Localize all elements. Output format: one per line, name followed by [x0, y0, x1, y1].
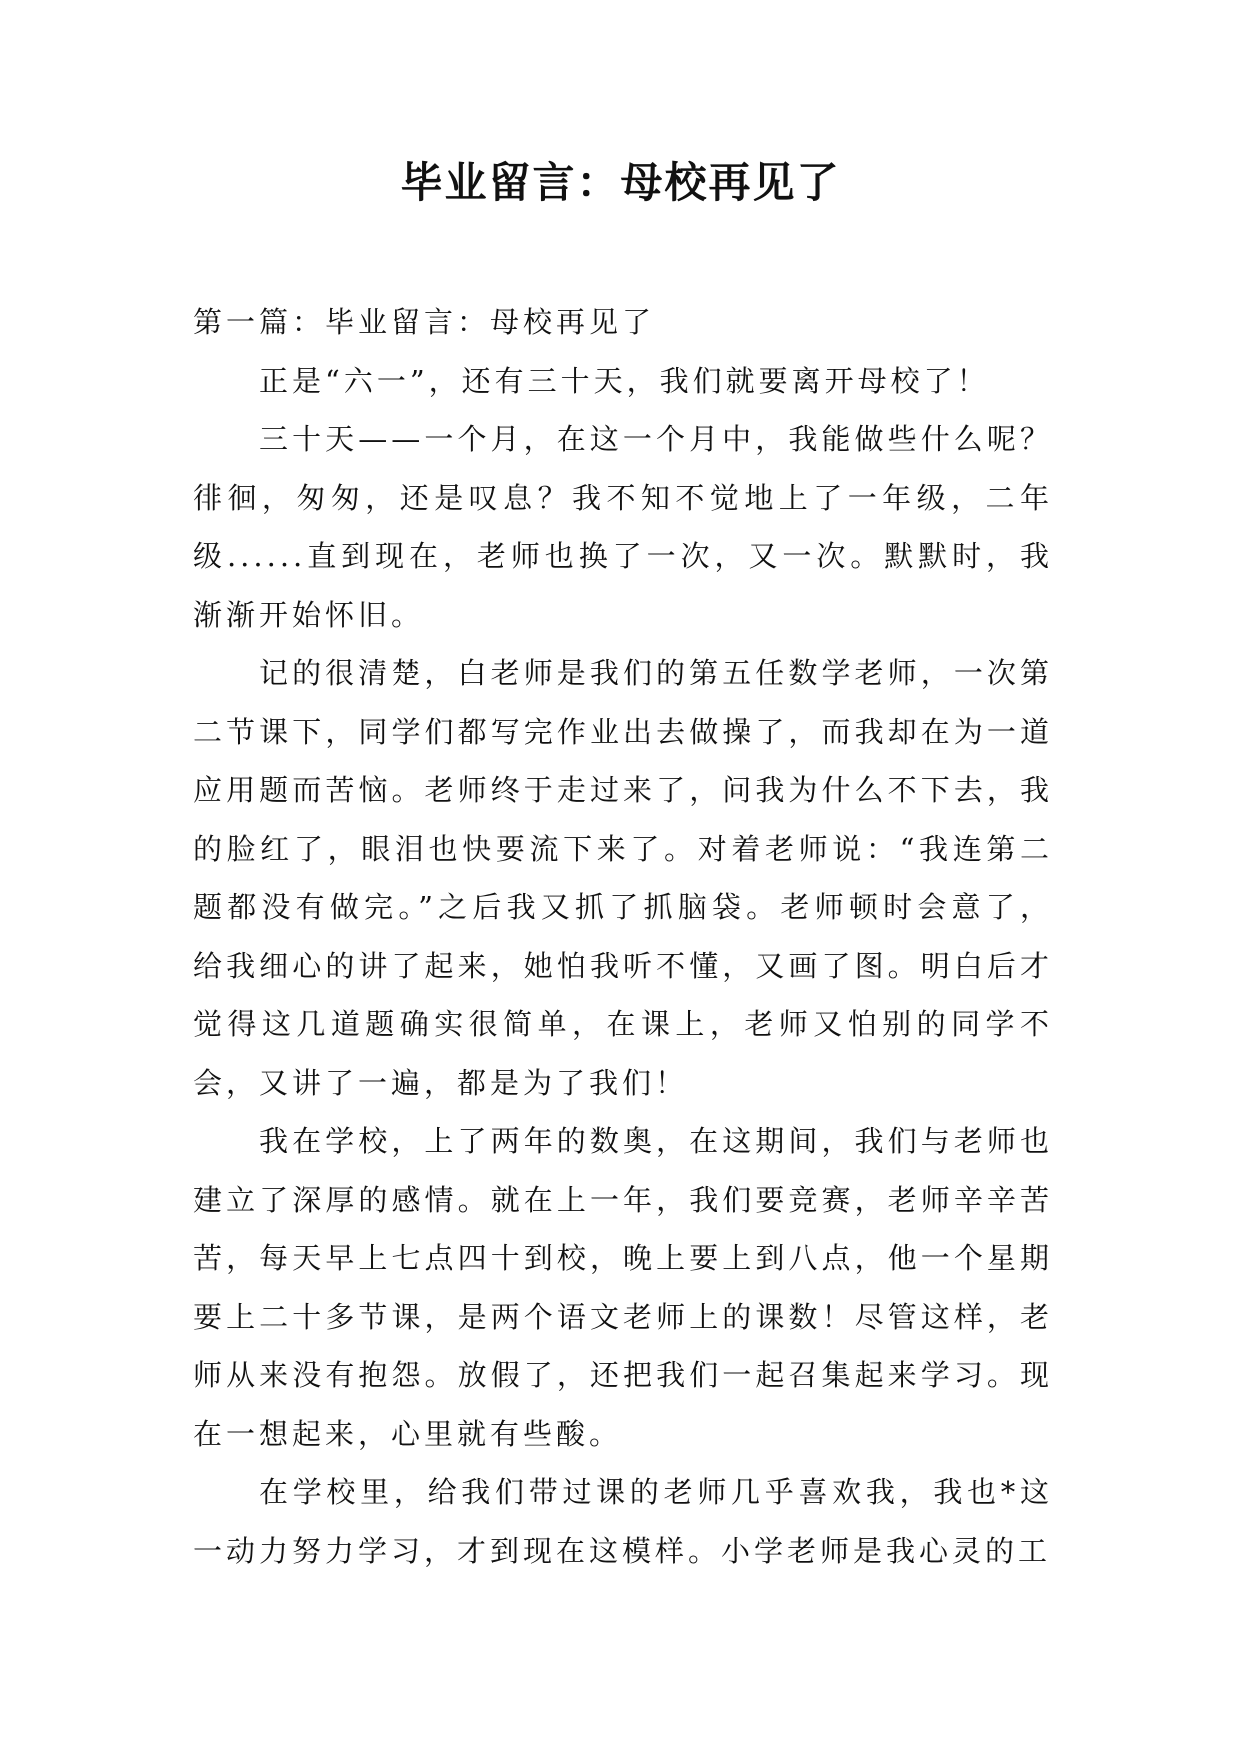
paragraph: 记的很清楚，白老师是我们的第五任数学老师，一次第二节课下，同学们都写完作业出去做操了，而我却在为一道应用题而苦恼。老师终于走过来了，问我为什么不下去，我的脸红了，眼泪也快要流下来了。对着老师说：“我连第二题都没有做完。”之后我又抓了抓脑袋。老师顿时会意了，给我细心的讲了起来，她怕我听不懂，又画了图。明白后才觉得这几道题确实很简单，在课上，老师又怕别的同学不会，又讲了一遍，都是为了我们！ — [193, 656, 1053, 1100]
document-body — [193, 293, 1053, 1580]
paragraph: 正是“六一”，还有三十天，我们就要离开母校了！ — [259, 363, 990, 398]
section-heading: 第一篇：毕业留言：母校再见了 — [193, 305, 656, 339]
paragraph: 我在学校，上了两年的数奥，在这期间，我们与老师也建立了深厚的感情。就在上一年，我们要竞赛，老师辛辛苦苦，每天早上七点四十到校，晚上要上到八点，他一个星期要上二十多节课，是两个语文老师上的课数！尽管这样，老师从来没有抱怨。放假了，还把我们一起召集起来学习。现在一想起来，心里就有些酸。 — [193, 1124, 1053, 1451]
paragraph: 三十天——一个月，在这一个月中，我能做些什么呢？徘徊，匆匆，还是叹息？我不知不觉地上了一年级，二年级......直到现在，老师也换了一次，又一次。默默时，我渐渐开始怀旧。 — [193, 422, 1053, 632]
document-title: 毕业留言：母校再见了 — [400, 158, 841, 207]
paragraph: 在学校里，给我们带过课的老师几乎喜欢我，我也*这一动力努力学习，才到现在这模样。小学老师是我心灵的工 — [193, 1475, 1053, 1568]
